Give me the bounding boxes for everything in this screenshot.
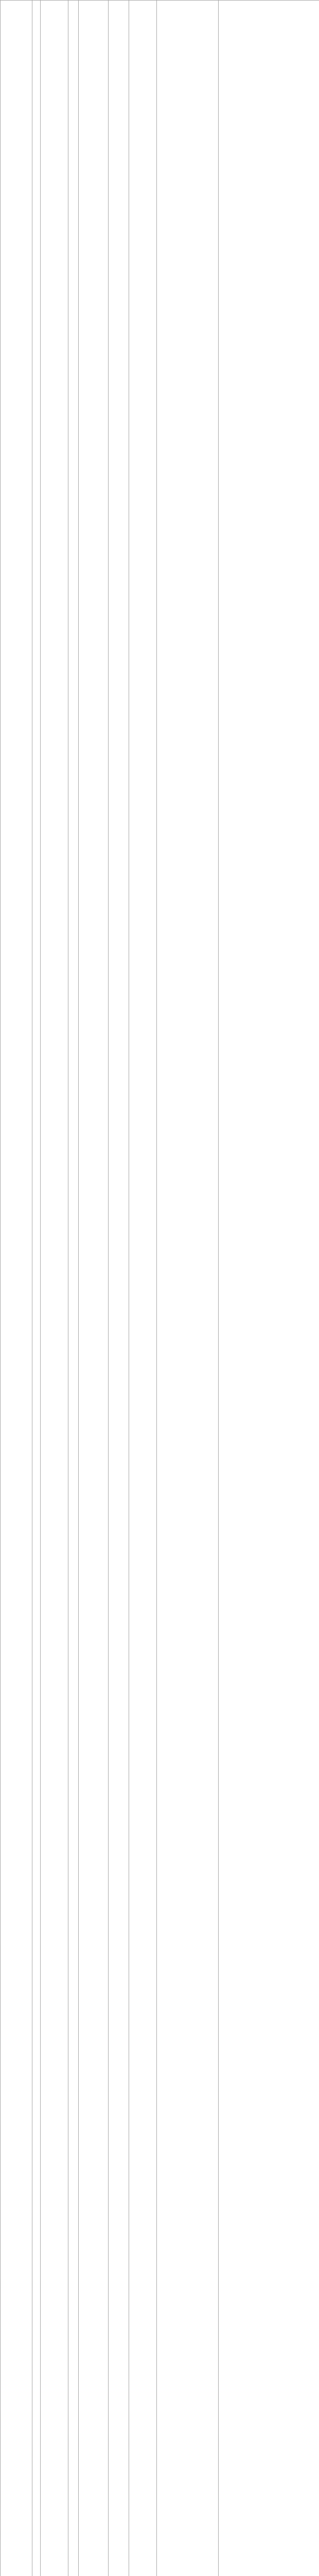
gender-cell [79,1,109,2576]
note-cell [219,1,319,2576]
name-cell [41,1,68,2576]
district-cell [1,1,32,2576]
table-body [1,1,319,2576]
table-row [1,1,319,2576]
number-cell [129,1,157,2576]
spacer-cell [68,1,79,2576]
spacer-cell [32,1,41,2576]
role-cell [109,1,129,2576]
amount-cell [157,1,219,2576]
